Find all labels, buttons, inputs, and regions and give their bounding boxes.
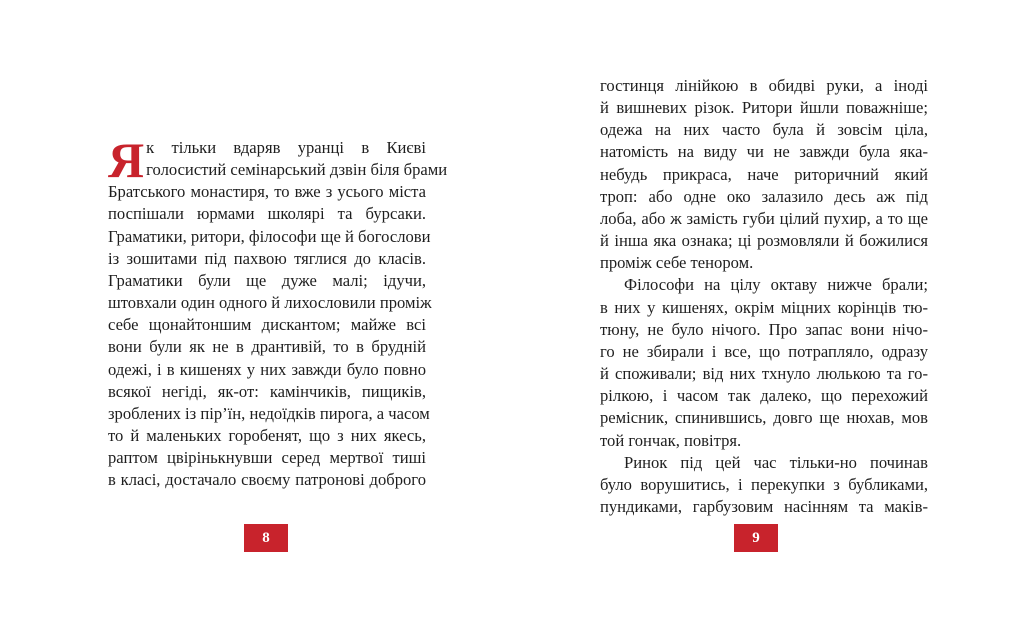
text-line: із зошитами під пахвою тяглися до класів. (108, 248, 426, 268)
text-line: натомість на виду чи не завжди була яка- (600, 142, 928, 162)
text-line: й інша яка ознака; ці розмовляли й божилися (600, 231, 928, 251)
text-line: штовхали один одного й лихословили проміж (108, 293, 432, 313)
text-line: го не збирали і все, що потрапляло, одразу (600, 341, 928, 361)
text-line: поспішали юрмами школярі та бурсаки. (108, 204, 426, 224)
text-line: Братського монастиря, то вже з усього міста (108, 182, 426, 202)
text-line: вони були як не в дрантивій, то в брудній (108, 337, 426, 357)
text-line: проміж себе тенором. (600, 253, 754, 273)
page-number: 8 (244, 524, 288, 552)
text-line: всякої негіді, як-от: камінчиків, пищиків, (108, 381, 426, 401)
text-line: й вишневих різок. Ритори йшли поважніше; (600, 98, 928, 118)
text-line: й споживали; від них тхнуло люлькою та го- (600, 364, 928, 384)
text-line: зроблених із пір’їн, недоїдків пирога, а часом (108, 403, 430, 423)
right-page-text (600, 75, 928, 518)
text-line: себе щонайтоншим дискантом; майже всі (108, 315, 426, 335)
left-page-text (108, 132, 448, 492)
text-line: лоба, або ж замість губи цілий пухир, а то ще (600, 208, 928, 228)
text-line: в класі, достачало своєму патронові доброго (108, 470, 426, 490)
text-line: Філософи на цілу октаву нижче брали; (624, 275, 928, 295)
text-line: було ворушитись, і перекупки з бубликами, (600, 474, 928, 494)
text-line: то й маленьких горобенят, що з них якесь, (108, 426, 426, 446)
text-line: одежа на них часто була й зовсім ціла, (600, 120, 928, 140)
text-line: Граматики, ритори, філософи ще й богослови (108, 226, 431, 246)
text-line: к тільки вдаряв уранці в Києві (146, 138, 426, 157)
drop-cap: Я (108, 132, 145, 188)
page-number: 9 (734, 524, 778, 552)
text-line: рілкою, і часом так далеко, що перехожий (600, 386, 928, 406)
text-line: той гончак, повітря. (600, 430, 742, 450)
text-line: ремісник, спинившись, довго ще нюхав, мов (600, 408, 928, 428)
text-line: тюну, не було нічого. Про запас вони нічо- (600, 319, 928, 339)
text-line: раптом цвірінькнувши серед мертвої тиші (108, 448, 426, 468)
text-line: Ринок під цей час тільки-но починав (624, 452, 928, 472)
right-page (512, 0, 1024, 621)
text-line: в них у кишенях, окрім міцних корінців тю- (600, 297, 928, 317)
text-line: небудь прикраса, наче риторичний який (600, 164, 928, 184)
text-line: пундиками, гарбузовим насінням та маків- (600, 496, 928, 516)
text-line: одежі, і в кишенях у них завжди було повно (108, 359, 426, 379)
text-line: голосистий семінарський дзвін біля брами (146, 160, 448, 180)
text-line: Граматики були ще дуже малі; ідучи, (108, 270, 426, 290)
text-line: гостинця лінійкою в обидві руки, а іноді (600, 76, 928, 95)
text-line: троп: або одне око залазило десь аж під (600, 186, 928, 206)
